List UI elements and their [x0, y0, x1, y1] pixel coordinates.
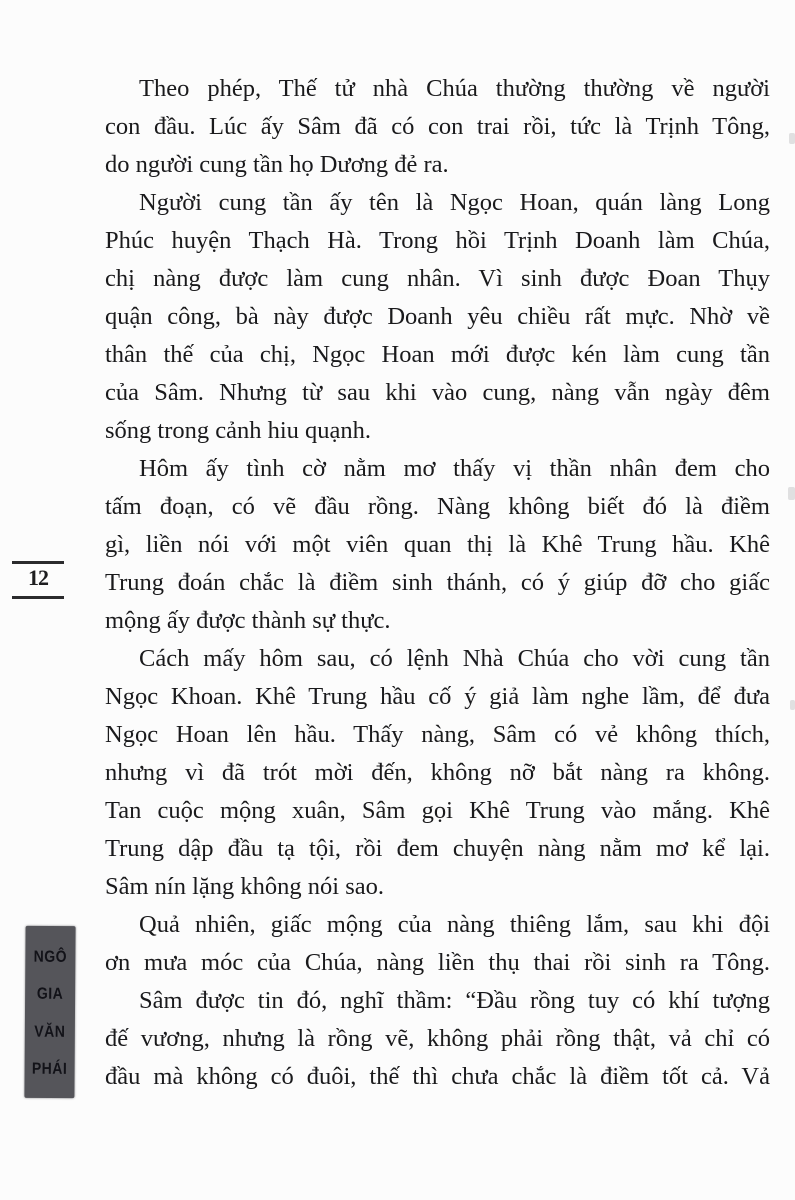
text-line: Quả nhiên, giấc mộng của nàng thiêng lắm, sau khi đội [139, 911, 770, 938]
text-line: quận công, bà này được Doanh yêu chiều rất mực. Nhờ về [105, 303, 770, 330]
text-line: nhưng vì đã trót mời đến, không nỡ bắt nàng ra không. [105, 759, 770, 786]
scan-artifact [788, 487, 795, 500]
spine-word: PHÁI [31, 1059, 68, 1078]
text-line: ơn mưa móc của Chúa, nàng liền thụ thai rồi sinh ra Tông. [105, 949, 770, 976]
text-line: đầu mà không có đuôi, thế thì chưa chắc là điềm tốt cả. Vả [105, 1063, 770, 1090]
text-line: Ngọc Hoan lên hầu. Thấy nàng, Sâm có vẻ không thích, [105, 721, 770, 748]
scan-artifact [790, 700, 795, 710]
text-line: đế vương, nhưng là rồng vẽ, không phải rồng thật, vả chỉ có [105, 1025, 770, 1052]
text-line: Sâm được tin đó, nghĩ thầm: “Đầu rồng tuy có khí tượng [139, 987, 770, 1014]
text-line: gì, liền nói với một viên quan thị là Khê Trung hầu. Khê [105, 531, 770, 558]
text-line: sống trong cảnh hiu quạnh. [105, 417, 372, 444]
page-number-group [11, 561, 65, 601]
text-line: Phúc huyện Thạch Hà. Trong hồi Trịnh Doanh làm Chúa, [105, 227, 770, 254]
page-number: 12 [28, 565, 48, 590]
text-line: con đầu. Lúc ấy Sâm đã có con trai rồi, tức là Trịnh Tông, [105, 113, 770, 140]
text-line: Cách mấy hôm sau, có lệnh Nhà Chúa cho vời cung tần [139, 645, 770, 672]
text-line: chị nàng được làm cung nhân. Vì sinh được Đoan Thụy [105, 265, 770, 292]
text-line: Theo phép, Thế tử nhà Chúa thường thường về người [139, 75, 770, 102]
body-text [105, 70, 770, 1096]
spine-word: NGÔ [33, 946, 68, 965]
text-line: Người cung tần ấy tên là Ngọc Hoan, quán làng Long [139, 189, 770, 216]
page-number-rule-bottom [12, 596, 64, 599]
text-line: của Sâm. Nhưng từ sau khi vào cung, nàng vẫn ngày đêm [105, 379, 770, 406]
text-line: Tan cuộc mộng xuân, Sâm gọi Khê Trung vào mắng. Khê [105, 797, 770, 824]
spine-word: GIA [36, 983, 64, 1003]
text-line: do người cung tần họ Dương đẻ ra. [105, 151, 449, 178]
page-number-rule-top [12, 561, 64, 564]
text-line: thân thế của chị, Ngọc Hoan mới được kén làm cung tần [105, 341, 770, 368]
text-line: Trung đoán chắc là điềm sinh thánh, có ý giúp đỡ cho giấc [105, 569, 770, 596]
spine-label [24, 926, 75, 1098]
spine-word: VĂN [34, 1021, 66, 1041]
text-line: mộng ấy được thành sự thực. [105, 607, 391, 634]
text-line: Ngọc Khoan. Khê Trung hầu cố ý giả làm nghe lầm, để đưa [105, 683, 770, 710]
text-line: tấm đoạn, có vẽ đầu rồng. Nàng không biết đó là điềm [105, 493, 770, 520]
scan-artifact [789, 133, 795, 144]
text-line: Hôm ấy tình cờ nằm mơ thấy vị thần nhân đem cho [139, 455, 770, 482]
text-line: Sâm nín lặng không nói sao. [105, 873, 385, 900]
text-line: Trung dập đầu tạ tội, rồi đem chuyện nàng nằm mơ kể lại. [105, 835, 770, 862]
